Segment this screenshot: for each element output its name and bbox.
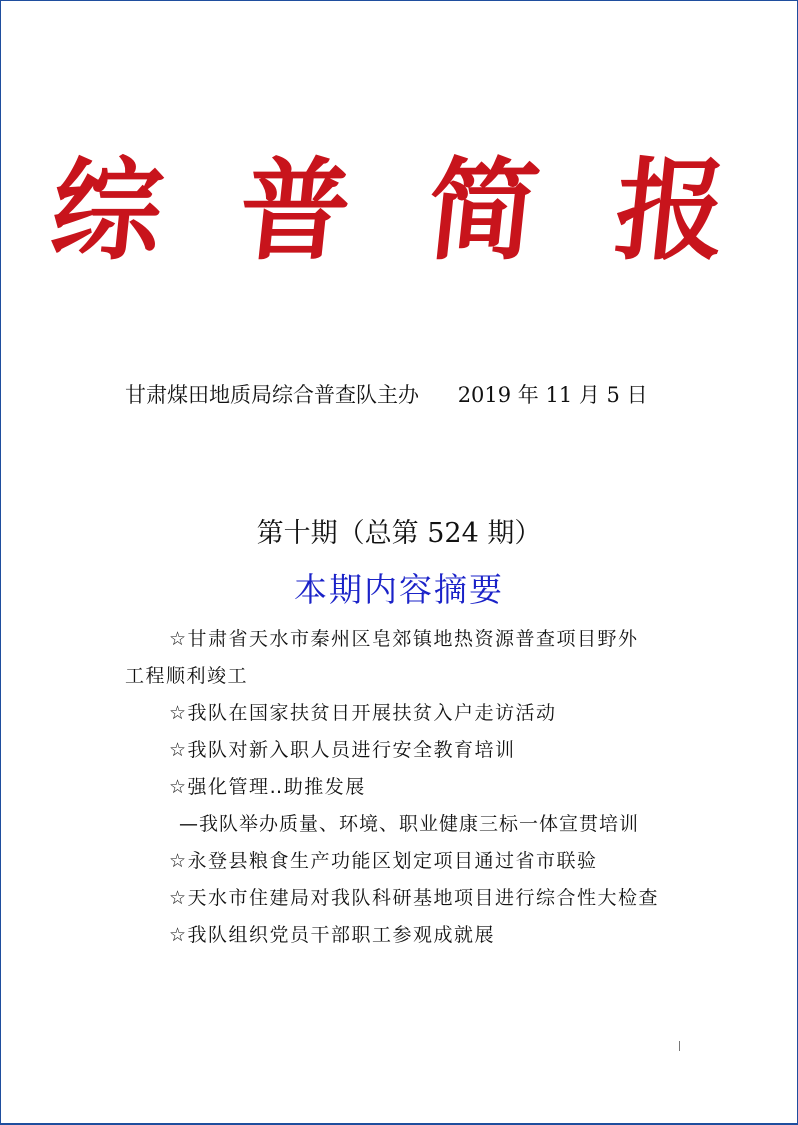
summary-item: ☆甘肃省天水市秦州区皂郊镇地热资源普查项目野外 (169, 628, 639, 650)
publish-date: 2019 年 11 月 5 日 (457, 383, 648, 407)
publisher-org: 甘肃煤田地质局综合普查队主办 (125, 383, 419, 407)
masthead-char: 简 (421, 146, 565, 275)
summary-item: ☆强化管理‥助推发展 (169, 776, 366, 798)
publisher-line (125, 379, 685, 409)
masthead-title (1, 146, 797, 276)
summary-list (125, 621, 685, 954)
summary-item: ☆永登县粮食生产功能区划定项目通过省市联验 (169, 850, 598, 872)
summary-item: ☆我队在国家扶贫日开展扶贫入户走访活动 (169, 702, 557, 724)
masthead-char: 综 (44, 146, 189, 275)
summary-item-continuation: 工程顺利竣工 (125, 665, 249, 687)
summary-item: ☆天水市住建局对我队科研基地项目进行综合性大检查 (169, 887, 660, 909)
issue-number: 第十期（总第 524 期） (256, 518, 542, 549)
summary-subitem: —我队举办质量、环境、职业健康三标一体宣贯培训 (179, 813, 640, 835)
summary-title: 本期内容摘要 (294, 570, 504, 609)
masthead-char: 报 (609, 146, 754, 275)
summary-item: ☆我队组织党员干部职工参观成就展 (169, 924, 496, 946)
page-mark (679, 1041, 680, 1051)
summary-item: ☆我队对新入职人员进行安全教育培训 (169, 739, 516, 761)
masthead-char: 普 (233, 146, 377, 275)
